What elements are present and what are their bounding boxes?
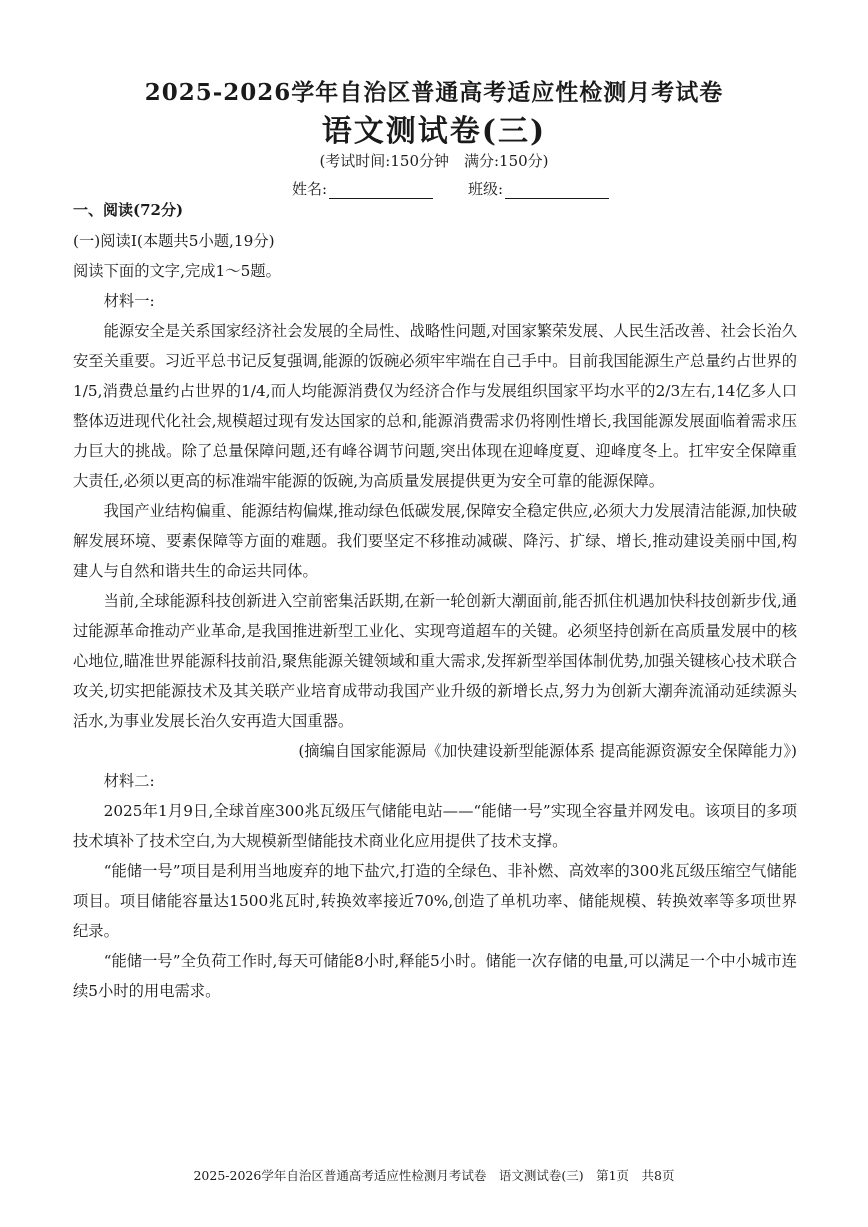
section-title: 一、阅读(72分) [73,201,184,219]
class-label: 班级: [468,180,504,198]
material1-source: (摘编自国家能源局《加快建设新型能源体系 提高能源资源安全保障能力》) [298,742,797,760]
exam-title: 2025-2026学年自治区普通高考适应性检测月考试卷 [144,79,724,106]
instruction: 阅读下面的文字,完成1～5题。 [73,262,281,280]
material2-paragraph-3: “能储一号”全负荷工作时,每天可储能8小时,释能5小时。储能一次存储的电量,可以满足一个中小城市连续5小时的用电需求。 [73,952,797,1000]
exam-info: (考试时间:150分钟 满分:150分) [319,152,549,170]
paper-title: 语文测试卷(三) [321,114,547,149]
name-blank-line [329,184,433,199]
material1-paragraph-2: 我国产业结构偏重、能源结构偏煤,推动绿色低碳发展,保障安全稳定供应,必须大力发展清洁能源,加快破解发展环境、要素保障等方面的难题。我们要坚定不移推动减碳、降污、扩绿、增长,推动建设美丽中国,构建人与自然和谐共生的命运共同体。 [73,502,797,580]
material2-label: 材料二: [103,772,155,790]
material2-paragraph-2: “能储一号”项目是利用当地废弃的地下盐穴,打造的全绿色、非补燃、高效率的300兆瓦级压缩空气储能项目。项目储能容量达1500兆瓦时,转换效率接近70%,创造了单机功率、储能规模、转换效率等多项世界纪录。 [73,862,797,940]
page-footer: 2025-2026学年自治区普通高考适应性检测月考试卷 语文测试卷(三) 第1页 共8页 [193,1168,675,1183]
class-field [468,178,609,199]
reading-content [73,226,797,1006]
material1-label: 材料一: [103,292,155,310]
class-blank-line [505,184,609,199]
section-subtitle: (一)阅读Ⅰ(本题共5小题,19分) [73,232,275,250]
material1-paragraph-1: 能源安全是关系国家经济社会发展的全局性、战略性问题,对国家繁荣发展、人民生活改善、社会长治久安至关重要。习近平总书记反复强调,能源的饭碗必须牢牢端在自己手中。目前我国能源生产总量约占世界的1/5,消费总量约占世界的1/4,而人均能源消费仅为经济合作与发展组织国家平均水平的2/3左右,14亿多人口整体迈进现代化社会,规模超过现有发达国家的总和,能源消费需求仍将刚性增长,我国能源发展面临着需求压力巨大的挑战。除了总量保障问题,还有峰谷调节问题,突出体现在迎峰度夏、迎峰度冬上。扛牢安全保障重大责任,必须以更高的标准端牢能源的饭碗,为高质量发展提供更为安全可靠的能源保障。 [73,322,797,490]
name-field [292,178,433,199]
name-label: 姓名: [292,180,328,198]
material2-paragraph-1: 2025年1月9日,全球首座300兆瓦级压气储能电站——“能储一号”实现全容量并网发电。该项目的多项技术填补了技术空白,为大规模新型储能技术商业化应用提供了技术支撑。 [73,802,797,850]
material1-paragraph-3: 当前,全球能源科技创新进入空前密集活跃期,在新一轮创新大潮面前,能否抓住机遇加快科技创新步伐,通过能源革命推动产业革命,是我国推进新型工业化、实现弯道超车的关键。必须坚持创新在高质量发展中的核心地位,瞄准世界能源科技前沿,聚焦能源关键领域和重大需求,发挥新型举国体制优势,加强关键核心技术联合攻关,切实把能源技术及其关联产业培育成带动我国产业升级的新增长点,努力为创新大潮奔流涌动延续源头活水,为事业发展长治久安再造大国重器。 [73,592,797,730]
